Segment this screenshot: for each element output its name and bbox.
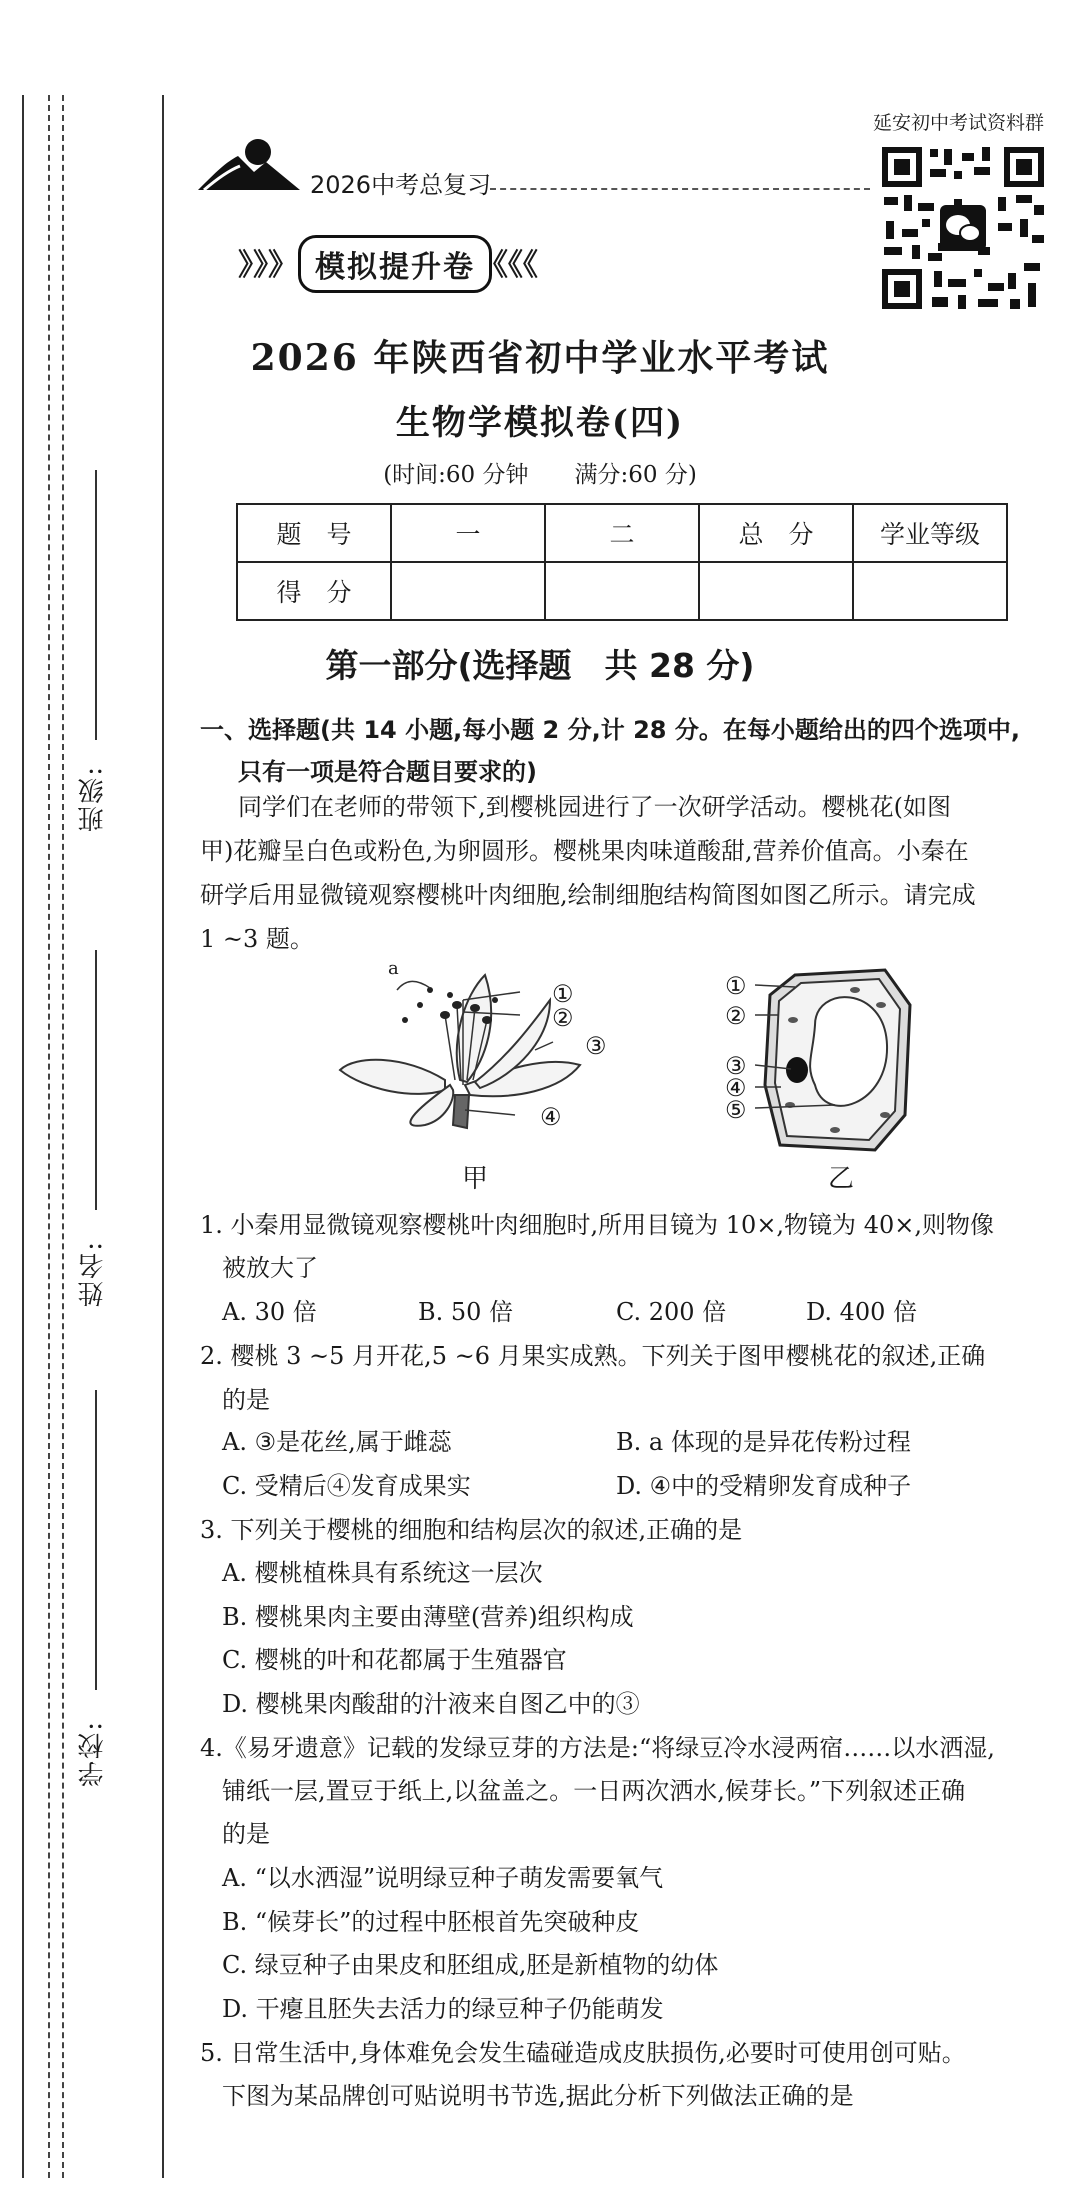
question-stem: 1. 小秦用显微镜观察樱桃叶肉细胞时,所用目镜为 10×,物镜为 40×,则物像 bbox=[200, 1211, 994, 1239]
option-d: D. ④中的受精卵发育成种子 bbox=[616, 1472, 912, 1500]
question-stem: 的是 bbox=[222, 1820, 270, 1848]
class-blank-line bbox=[95, 470, 97, 740]
instruction-line: 只有一项是符合题目要求的) bbox=[238, 758, 537, 786]
exam-meta: (时间:60 分钟 满分:60 分) bbox=[383, 462, 697, 488]
figure-jia-mark: ① bbox=[552, 980, 574, 1008]
figure-yi-mark: ③ bbox=[725, 1052, 747, 1080]
score-table-score-row bbox=[237, 562, 1007, 620]
banner-arrows-left: 》》》 bbox=[238, 248, 298, 283]
option-c: C. 受精后④发育成果实 bbox=[222, 1472, 471, 1500]
option-b: B. “候芽长”的过程中胚根首先突破种皮 bbox=[222, 1908, 640, 1936]
class-label: 班级: bbox=[78, 765, 108, 832]
option-b: B. a 体现的是异花传粉过程 bbox=[616, 1428, 911, 1456]
table-cell: 得 分 bbox=[237, 562, 391, 620]
table-cell: 题 号 bbox=[237, 504, 391, 562]
question-stem: 2. 樱桃 3 ~5 月开花,5 ~6 月果实成熟。下列关于图甲樱桃花的叙述,正确 bbox=[200, 1342, 986, 1370]
exam-subtitle: 生物学模拟卷(四) bbox=[395, 403, 685, 443]
option-a: A. 30 倍 bbox=[222, 1298, 317, 1326]
question-stem: 3. 下列关于樱桃的细胞和结构层次的叙述,正确的是 bbox=[200, 1516, 743, 1544]
context-line: 研学后用显微镜观察樱桃叶肉细胞,绘制细胞结构简图如图乙所示。请完成 bbox=[200, 881, 976, 909]
exam-title: 2026 年陕西省初中学业水平考试 bbox=[250, 337, 830, 379]
option-c: C. 樱桃的叶和花都属于生殖器官 bbox=[222, 1646, 567, 1674]
option-c: C. 200 倍 bbox=[616, 1298, 727, 1326]
plant-cell-diagram bbox=[755, 965, 920, 1155]
school-blank-line bbox=[95, 1390, 97, 1690]
question-stem: 5. 日常生活中,身体难免会发生磕碰造成皮肤损伤,必要时可使用创可贴。 bbox=[200, 2039, 966, 2067]
score-table-header-row bbox=[237, 504, 1007, 562]
figure-yi-mark: ④ bbox=[725, 1074, 747, 1102]
part1-heading: 第一部分(选择题 共 28 分) bbox=[325, 646, 755, 685]
school-label: 学校: bbox=[78, 1720, 108, 1787]
instruction-line: 一、选择题(共 14 小题,每小题 2 分,计 28 分。在每小题给出的四个选项中, bbox=[200, 716, 1020, 744]
name-blank-line bbox=[95, 950, 97, 1210]
figure-jia-mark-a: a bbox=[388, 958, 399, 979]
option-b: B. 樱桃果肉主要由薄壁(营养)组织构成 bbox=[222, 1603, 634, 1631]
figure-yi-label: 乙 bbox=[828, 1164, 855, 1194]
mountain-logo-icon bbox=[196, 132, 306, 194]
context-line: 1 ~3 题。 bbox=[200, 925, 314, 953]
score-cell-blank bbox=[699, 562, 853, 620]
option-a: A. ③是花丝,属于雌蕊 bbox=[222, 1428, 452, 1456]
table-cell: 二 bbox=[545, 504, 699, 562]
score-cell-blank bbox=[853, 562, 1007, 620]
series-title: 2026中考总复习 bbox=[310, 171, 492, 199]
option-c: C. 绿豆种子由果皮和胚组成,胚是新植物的幼体 bbox=[222, 1951, 719, 1979]
score-table bbox=[236, 503, 1008, 621]
option-a: A. “以水洒湿”说明绿豆种子萌发需要氧气 bbox=[222, 1864, 664, 1892]
question-stem: 被放大了 bbox=[222, 1254, 318, 1282]
figure-yi-mark: ① bbox=[725, 972, 747, 1000]
header-rule bbox=[490, 188, 870, 190]
question-stem: 铺纸一层,置豆于纸上,以盆盖之。一日两次洒水,候芽长。”下列叙述正确 bbox=[222, 1777, 966, 1805]
question-stem: 4.《易牙遗意》记载的发绿豆芽的方法是:“将绿豆冷水浸两宿……以水洒湿, bbox=[200, 1734, 995, 1762]
context-line: 同学们在老师的带领下,到樱桃园进行了一次研学活动。樱桃花(如图 bbox=[238, 793, 951, 821]
table-cell: 学业等级 bbox=[853, 504, 1007, 562]
question-stem: 的是 bbox=[222, 1386, 270, 1414]
figure-jia-mark: ④ bbox=[540, 1103, 562, 1131]
figure-jia-mark: ③ bbox=[585, 1032, 607, 1060]
exam-banner: 模拟提升卷 bbox=[298, 235, 492, 293]
score-cell-blank bbox=[391, 562, 545, 620]
context-line: 甲)花瓣呈白色或粉色,为卵圆形。樱桃果肉味道酸甜,营养价值高。小秦在 bbox=[200, 837, 969, 865]
table-cell: 一 bbox=[391, 504, 545, 562]
name-label: 姓名: bbox=[78, 1240, 108, 1307]
figure-jia-mark: ② bbox=[552, 1004, 574, 1032]
option-d: D. 干瘪且胚失去活力的绿豆种子仍能萌发 bbox=[222, 1995, 664, 2023]
option-d: D. 樱桃果肉酸甜的汁液来自图乙中的③ bbox=[222, 1690, 640, 1718]
score-cell-blank bbox=[545, 562, 699, 620]
question-stem: 下图为某品牌创可贴说明书节选,据此分析下列做法正确的是 bbox=[222, 2082, 854, 2110]
banner-arrows-right: 《《《 bbox=[478, 248, 538, 283]
option-b: B. 50 倍 bbox=[418, 1298, 514, 1326]
figure-yi-mark: ② bbox=[725, 1002, 747, 1030]
option-d: D. 400 倍 bbox=[806, 1298, 918, 1326]
table-cell: 总 分 bbox=[699, 504, 853, 562]
figure-yi-mark: ⑤ bbox=[725, 1096, 747, 1124]
qr-code[interactable] bbox=[878, 143, 1048, 313]
qr-caption: 延安初中考试资料群 bbox=[873, 112, 1045, 134]
option-a: A. 樱桃植株具有系统这一层次 bbox=[222, 1559, 543, 1587]
figure-jia-label: 甲 bbox=[462, 1164, 489, 1194]
